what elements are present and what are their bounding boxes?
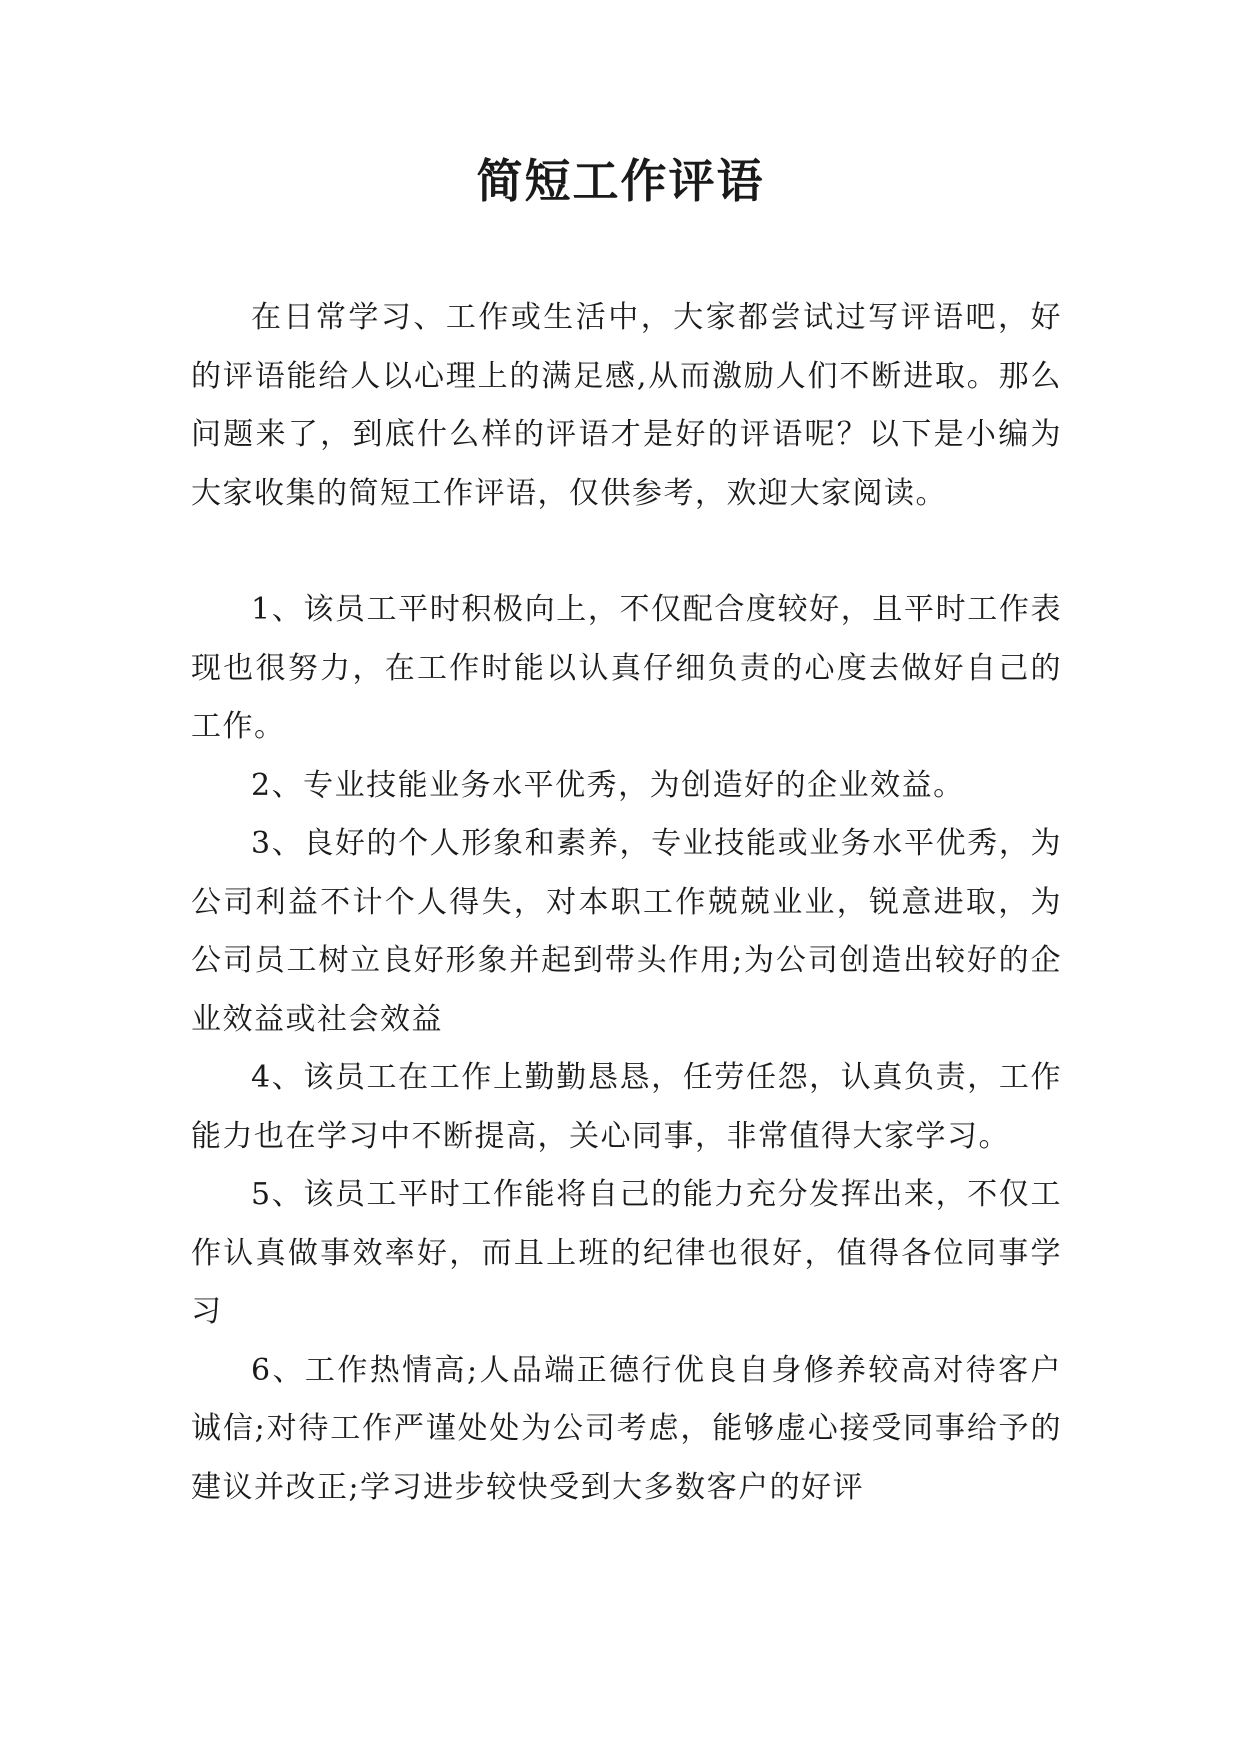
comment-item-1: 1、该员工平时积极向上，不仅配合度较好，且平时工作表现也很努力，在工作时能以认真仔细负责的心度去做好自己的工作。 [191, 592, 1062, 744]
comment-item-5: 5、该员工平时工作能将自己的能力充分发挥出来，不仅工作认真做事效率好，而且上班的纪律也很好，值得各位同事学习 [191, 1177, 1062, 1329]
document-title: 简短工作评语 [476, 154, 765, 208]
comment-item-2: 2、专业技能业务水平优秀，为创造好的企业效益。 [251, 767, 965, 803]
intro-paragraph: 在日常学习、工作或生活中，大家都尝试过写评语吧，好的评语能给人以心理上的满足感,从而激励人们不断进取。那么问题来了，到底什么样的评语才是好的评语呢？以下是小编为大家收集的简短工作评语，仅供参考，欢迎大家阅读。 [191, 300, 1062, 511]
comment-item-6: 6、工作热情高;人品端正德行优良自身修养较高对待客户诚信;对待工作严谨处处为公司考虑，能够虚心接受同事给予的建议并改正;学习进步较快受到大多数客户的好评 [191, 1352, 1062, 1505]
comment-item-3: 3、良好的个人形象和素养，专业技能或业务水平优秀，为公司利益不计个人得失，对本职工作兢兢业业，锐意进取，为公司员工树立良好形象并起到带头作用;为公司创造出较好的企业效益或社会效益 [191, 826, 1062, 1037]
comment-item-4: 4、该员工在工作上勤勤恳恳，任劳任怨，认真负责，工作能力也在学习中不断提高，关心同事，非常值得大家学习。 [191, 1060, 1062, 1154]
document-body [191, 289, 1062, 1517]
